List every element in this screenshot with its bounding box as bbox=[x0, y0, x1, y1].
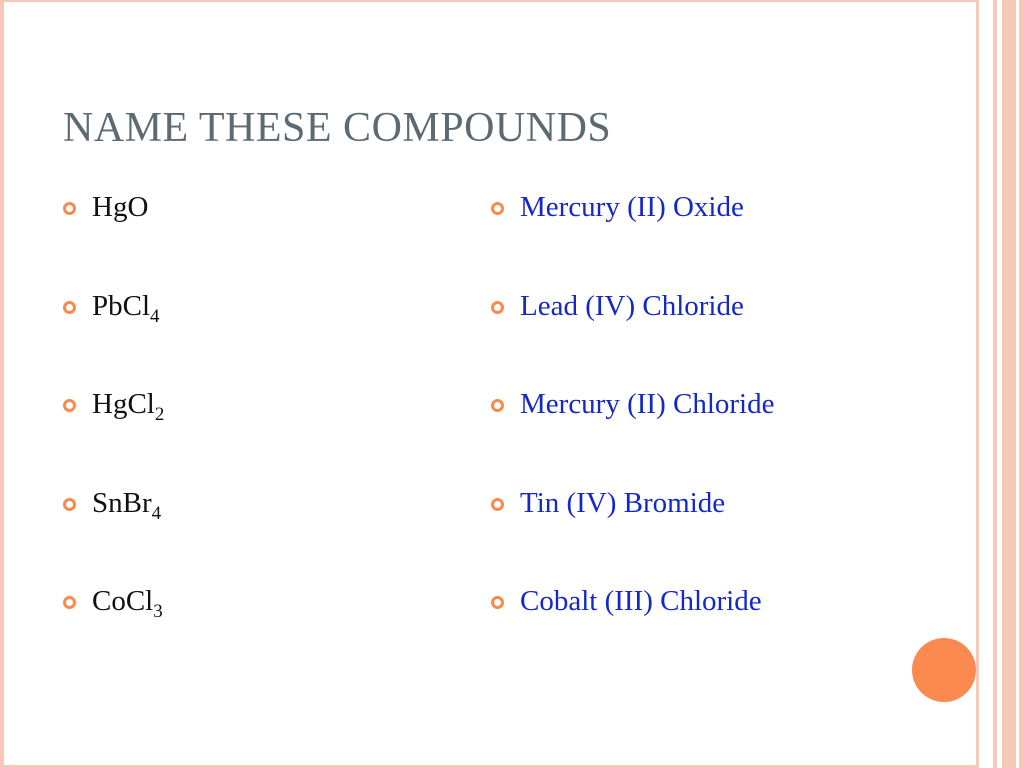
formula-label bbox=[92, 284, 160, 328]
stripe bbox=[1002, 0, 1016, 768]
right-decorative-stripes bbox=[976, 0, 1024, 768]
bullet-icon bbox=[491, 202, 504, 215]
compound-name-item bbox=[491, 579, 774, 678]
compound-name-list bbox=[491, 185, 774, 678]
formula-item bbox=[63, 382, 164, 481]
bullet-icon bbox=[63, 399, 76, 412]
formula-base: SnBr bbox=[92, 486, 152, 519]
formula-item bbox=[63, 284, 164, 383]
compound-name: Tin (IV) Bromide bbox=[520, 486, 726, 519]
stripe bbox=[979, 0, 993, 768]
compound-name-item bbox=[491, 481, 774, 580]
bullet-icon bbox=[63, 596, 76, 609]
bullet-icon bbox=[63, 301, 76, 314]
formula-base: CoCl bbox=[92, 585, 154, 617]
formula-label bbox=[92, 481, 161, 525]
bullet-icon bbox=[491, 498, 504, 511]
formula-subscript: 4 bbox=[150, 305, 160, 327]
compound-name: Mercury (II) Chloride bbox=[520, 388, 775, 420]
bullet-icon bbox=[491, 596, 504, 609]
formula-label bbox=[92, 185, 148, 229]
formula-subscript: 4 bbox=[151, 502, 162, 524]
bullet-icon bbox=[491, 399, 504, 412]
formula-item bbox=[63, 579, 164, 678]
compound-name-item bbox=[491, 185, 774, 284]
slide-title: NAME THESE COMPOUNDS bbox=[63, 105, 612, 151]
formula-subscript: 2 bbox=[154, 404, 165, 425]
left-border bbox=[0, 0, 4, 768]
formula-base: HgCl bbox=[92, 388, 155, 420]
compound-name-item bbox=[491, 284, 774, 383]
formula-base: PbCl bbox=[92, 289, 151, 322]
top-border bbox=[0, 0, 976, 2]
bullet-icon bbox=[491, 301, 504, 314]
formula-item bbox=[63, 481, 164, 580]
formula-list bbox=[63, 185, 164, 678]
formula-label bbox=[92, 382, 164, 426]
bullet-icon bbox=[63, 498, 76, 511]
formula-label bbox=[92, 579, 163, 623]
stripe bbox=[1019, 0, 1024, 768]
formula-subscript: 3 bbox=[153, 601, 163, 622]
formula-base: HgO bbox=[92, 191, 149, 223]
bullet-icon bbox=[63, 202, 76, 215]
compound-name: Lead (IV) Chloride bbox=[520, 289, 744, 322]
compound-name-item bbox=[491, 382, 774, 481]
accent-circle bbox=[912, 638, 976, 702]
compound-name: Cobalt (III) Chloride bbox=[520, 585, 762, 617]
compound-name: Mercury (II) Oxide bbox=[520, 191, 744, 223]
formula-item bbox=[63, 185, 164, 284]
